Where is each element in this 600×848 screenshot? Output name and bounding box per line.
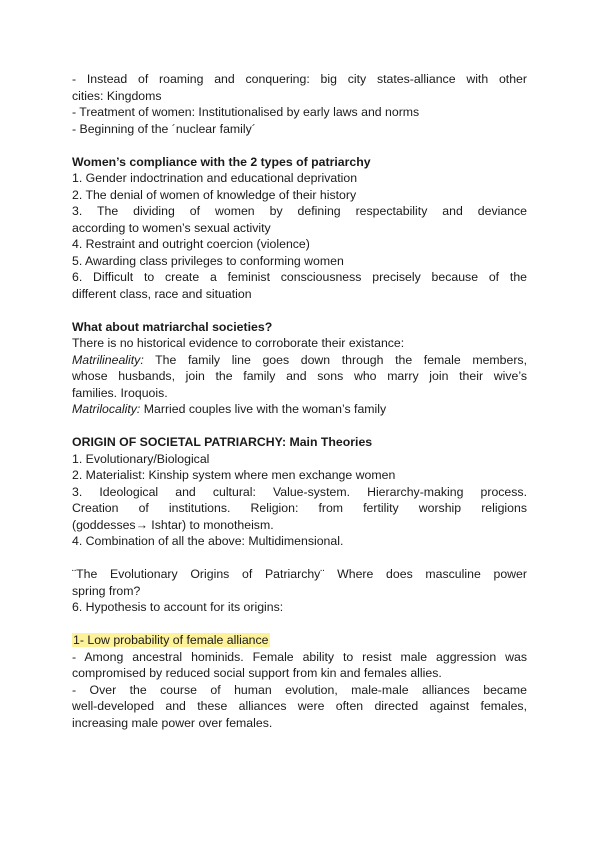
origin-section: [72, 434, 527, 550]
matrilocality-text: Married couples live with the woman’s family: [140, 402, 387, 416]
intro-line: - Treatment of women: Institutionalised by early laws and norms: [72, 105, 420, 119]
evolutionary-text: 6. Hypothesis to account for its origins:: [72, 600, 284, 614]
matrilineality-term: Matrilineality:: [72, 352, 144, 367]
spacer: [72, 418, 527, 435]
evolutionary-text: ¨The Evolutionary Origins of Patriarchy¨ Where does masculine power: [72, 567, 527, 581]
compliance-item: different class, race and situation: [72, 286, 252, 301]
matriarchal-section: [72, 319, 527, 418]
intro-line: cities: Kingdoms: [72, 88, 162, 103]
hypothesis1-heading-line: [72, 632, 527, 649]
compliance-item: 4. Restraint and outright coercion (violence): [72, 237, 310, 251]
spacer: [72, 137, 527, 154]
intro-section: [72, 71, 527, 137]
hypothesis1-line: compromised by reduced social support from kin and females allies.: [72, 666, 442, 680]
evolutionary-text: spring from?: [72, 583, 141, 598]
origin-item: 1. Evolutionary/Biological: [72, 451, 210, 466]
matriarchal-heading: What about matriarchal societies?: [72, 319, 273, 334]
origin-item: 3. Ideological and cultural: Value-system. Hierarchy-making process.: [72, 484, 527, 499]
compliance-heading: Women’s compliance with the 2 types of patriarchy: [72, 154, 371, 169]
matrilocality-term: Matrilocality:: [72, 402, 141, 416]
spacer: [72, 550, 527, 567]
hypothesis1-line: - Among ancestral hominids. Female ability to resist male aggression was: [72, 649, 527, 664]
hypothesis1-section: [72, 632, 527, 731]
compliance-item: 5. Awarding class privileges to conforming women: [72, 253, 344, 268]
origin-item: 2. Materialist: Kinship system where men exchange women: [72, 468, 396, 482]
hypothesis1-line: increasing male power over females.: [72, 715, 273, 730]
origin-item: 4. Combination of all the above: Multidimensional.: [72, 534, 344, 548]
matrilineality-text: The family line goes down through the female members,: [143, 352, 527, 367]
compliance-item: 6. Difficult to create a feminist consciousness precisely because of the: [72, 270, 527, 284]
hypothesis1-heading: 1- Low probability of female alliance: [73, 633, 269, 647]
compliance-item: 3. The dividing of women by defining respectability and deviance: [72, 204, 527, 218]
matrilineality-text: families. Iroquois.: [72, 385, 168, 400]
origin-item: (goddesses→ Ishtar) to monotheism.: [72, 517, 274, 532]
spacer: [72, 302, 527, 319]
intro-line: - Beginning of the ´nuclear family´: [72, 121, 256, 136]
matrilineality-text: whose husbands, join the family and sons who marry join their wive’s: [72, 369, 527, 383]
hypothesis1-line: - Over the course of human evolution, male-male alliances became: [72, 682, 527, 697]
evolutionary-section: [72, 566, 527, 616]
compliance-item: 1. Gender indoctrination and educational deprivation: [72, 171, 358, 185]
origin-item: Creation of institutions. Religion: from fertility worship religions: [72, 501, 527, 515]
compliance-section: [72, 154, 527, 303]
matriarchal-intro: There is no historical evidence to corroborate their existance:: [72, 336, 405, 350]
spacer: [72, 616, 527, 633]
origin-heading: ORIGIN OF SOCIETAL PATRIARCHY: Main Theories: [72, 435, 373, 449]
compliance-item: 2. The denial of women of knowledge of their history: [72, 187, 357, 202]
document-page: [72, 71, 527, 731]
hypothesis1-line: well-developed and these alliances were often directed against females,: [72, 699, 527, 713]
matrilocality-definition: [72, 401, 527, 418]
compliance-item: according to women’s sexual activity: [72, 220, 271, 235]
intro-line: - Instead of roaming and conquering: big city states-alliance with other: [72, 72, 527, 86]
matrilineality-definition: [72, 352, 527, 369]
